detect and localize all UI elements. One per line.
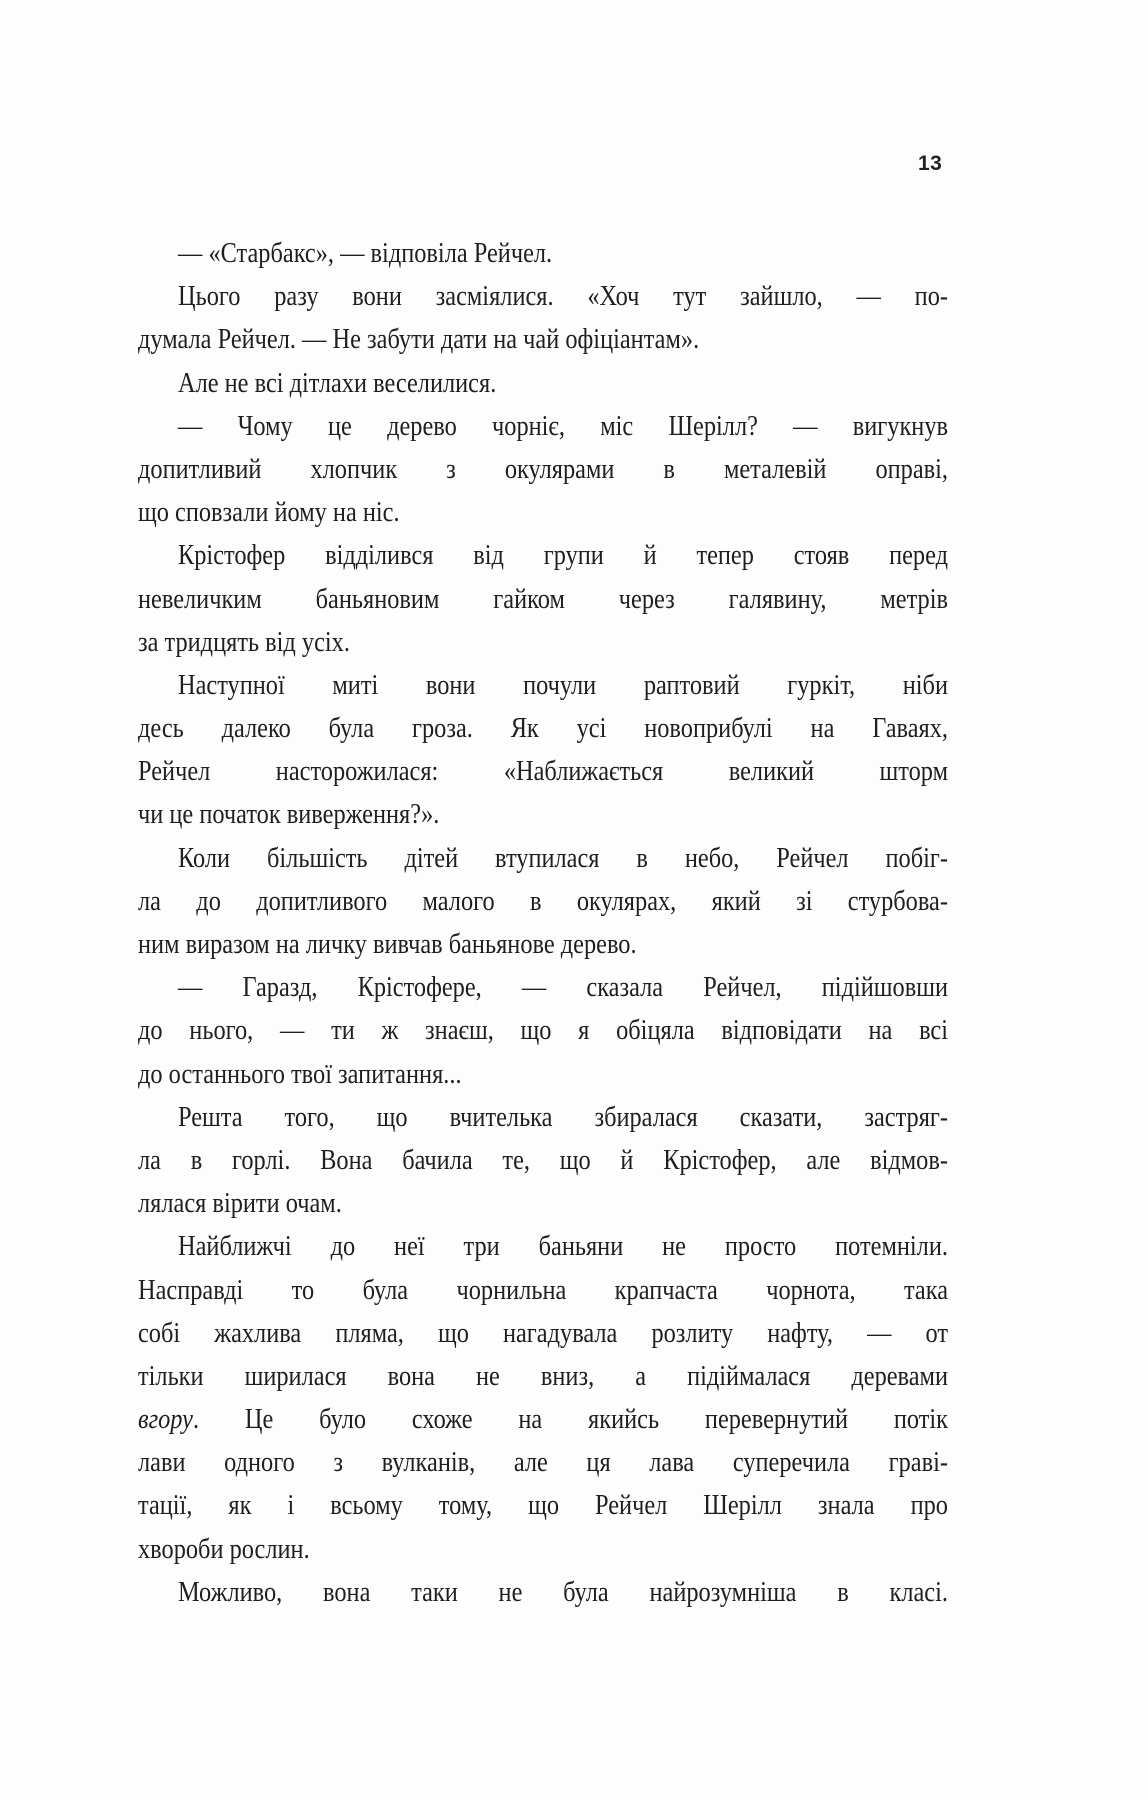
line-text: лави одного з вулканів, але ця лава суперечила граві- (138, 1446, 948, 1479)
text-line (138, 578, 948, 621)
line-text: за тридцять від усіх. (138, 625, 350, 658)
text-line (138, 1484, 948, 1527)
page-number: 13 (918, 152, 943, 175)
line-text: десь далеко була гроза. Як усі новоприбулі на Гаваях, (138, 712, 948, 745)
text-line (138, 621, 948, 664)
line-text: Можливо, вона таки не була найрозумніша в класі. (178, 1575, 948, 1608)
text-line (138, 923, 948, 966)
text-line (138, 1225, 948, 1268)
line-text: Крістофер відділився від групи й тепер стояв перед (178, 539, 948, 572)
text-line (138, 1139, 948, 1182)
text-line (138, 1528, 948, 1571)
text-line (138, 1441, 948, 1484)
text-line (138, 1096, 948, 1139)
text-line (138, 1009, 948, 1052)
line-text: — Чому це дерево чорніє, міс Шерілл? — вигукнув (178, 409, 949, 442)
text-line (138, 1398, 948, 1441)
body-text (138, 232, 948, 1614)
line-text: Наступної миті вони почули раптовий гуркіт, ніби (178, 668, 948, 701)
line-text: що сповзали йому на ніс. (138, 496, 400, 529)
line-text: до нього, — ти ж знаєш, що я обіцяла відповідати на всі (138, 1014, 949, 1047)
line-text: Коли більшість дітей втупилася в небо, Рейчел побіг- (178, 841, 949, 874)
text-line (138, 750, 948, 793)
text-line (138, 837, 948, 880)
line-text: Цього разу вони засміялися. «Хоч тут зайшло, — по- (178, 280, 949, 313)
text-line (138, 1269, 948, 1312)
text-line (138, 491, 948, 534)
text-line (138, 1355, 948, 1398)
line-text: Але не всі дітлахи веселилися. (178, 366, 497, 399)
text-line (138, 793, 948, 836)
line-text: Насправді то була чорнильна крапчаста чорнота, така (138, 1273, 949, 1306)
line-text: — Гаразд, Крістофере, — сказала Рейчел, підійшовши (178, 971, 949, 1004)
line-text: Рейчел насторожилася: «Наближається великий шторм (138, 755, 949, 788)
text-line (138, 664, 948, 707)
line-text: хвороби рослин. (138, 1532, 310, 1565)
line-text: Найближчі до неї три баньяни не просто потемніли. (178, 1230, 948, 1263)
line-text: ла в горлі. Вона бачила те, що й Крістофер, але відмов- (138, 1143, 948, 1176)
line-text: думала Рейчел. — Не забути дати на чай офіціантам». (138, 323, 700, 356)
text-line (138, 1053, 948, 1096)
text-line (138, 534, 948, 577)
line-text: лялася вірити очам. (138, 1187, 342, 1220)
line-text: — «Старбакс», — відповіла Рейчел. (178, 237, 553, 269)
text-line (138, 275, 948, 318)
line-text: ним виразом на личку вивчав баньянове дерево. (138, 928, 637, 960)
text-line (138, 1571, 948, 1614)
line-text: невеличким баньяновим гайком через галявину, метрів (138, 582, 948, 615)
line-text: собі жахлива пляма, що нагадувала розлиту нафту, — от (138, 1316, 949, 1349)
line-text: допитливий хлопчик з окулярами в металевій оправі, (138, 452, 949, 485)
line-text: чи це початок виверження?». (138, 798, 440, 831)
text-line (138, 1182, 948, 1225)
text-line (138, 707, 948, 750)
text-line (138, 318, 948, 361)
line-text: ла до допитливого малого в окулярах, який зі стурбова- (138, 884, 948, 917)
text-line (138, 966, 948, 1009)
text-line (138, 232, 948, 275)
line-text: до останнього твої запитання... (138, 1057, 462, 1090)
text-line (138, 880, 948, 923)
line-text: тільки ширилася вона не вниз, а підіймалася деревами (138, 1359, 949, 1392)
text-line (138, 1312, 948, 1355)
line-text: Решта того, що вчителька збиралася сказати, застряг- (178, 1100, 949, 1133)
line-text: тації, як і всьому тому, що Рейчел Шерілл знала про (138, 1489, 948, 1522)
italic-word: вгору (138, 1403, 193, 1436)
text-line (138, 362, 948, 405)
text-line (138, 448, 948, 491)
line-text-rest: . Це було схоже на якийсь перевернутий потік (192, 1403, 949, 1436)
text-line (138, 405, 948, 448)
line-text-with-italic (138, 1398, 948, 1441)
